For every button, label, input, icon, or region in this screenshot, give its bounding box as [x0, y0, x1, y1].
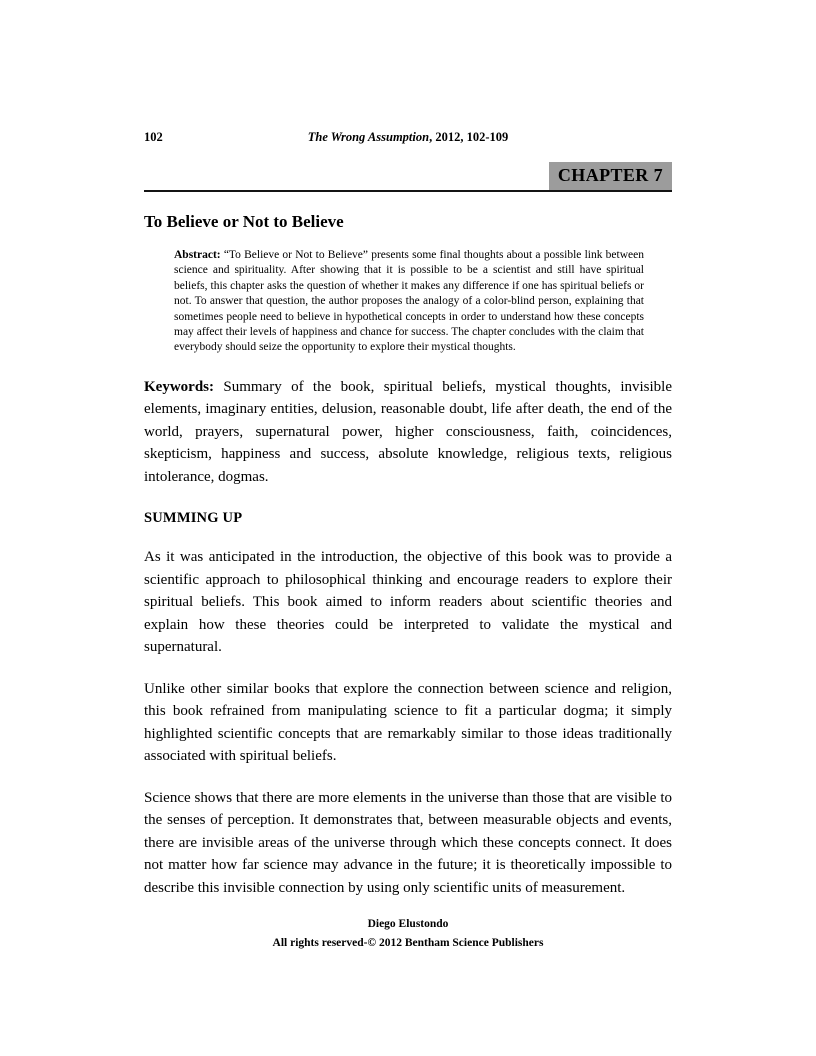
keywords	[144, 376, 672, 489]
paragraph-3: Science shows that there are more elements in the universe than those that are visible to the senses of perception. It demonstrates that, between measurable objects and events, there are invisible areas of the universe through which these concepts connect. It does not matter how far science may advance in the future; it is theoretically impossible to describe this invisible connection by using only scientific units of measurement.	[144, 789, 672, 896]
running-title	[144, 130, 672, 145]
abstract-label: Abstract:	[174, 249, 221, 261]
running-header	[144, 130, 672, 146]
chapter-rule	[144, 162, 672, 192]
chapter-title: To Believe or Not to Believe	[144, 212, 344, 231]
keywords-text: Summary of the book, spiritual beliefs, mystical thoughts, invisible elements, imaginary entities, delusion, reasonable doubt, life after death, the end of the world, prayers, supernatural power, higher consciousness, faith, coincidences, skepticism, happiness and success, absolute knowledge, religious texts, religious intolerance, dogmas.	[144, 378, 672, 485]
paragraph-2: Unlike other similar books that explore the connection between science and religion, this book refrained from manipulating science to fit a particular dogma; it simply highlighted scientific concepts that are remarkably similar to those ideas traditionally associated with spiritual beliefs.	[144, 680, 672, 765]
paragraph-1: As it was anticipated in the introduction, the objective of this book was to provide a scientific approach to philosophical thinking and encourage readers to explore their spiritual beliefs. This book aimed to inform readers about scientific theories and explain how these theories could be interpreted to validate the mystical and supernatural.	[144, 549, 672, 656]
footer-rights: All rights reserved-© 2012 Bentham Science Publishers	[272, 936, 544, 949]
keywords-label: Keywords:	[144, 378, 214, 395]
footer-author: Diego Elustondo	[367, 918, 449, 931]
page-number: 102	[144, 130, 163, 144]
running-title-suffix: , 2012, 102-109	[429, 130, 509, 144]
chapter-badge: CHAPTER 7	[549, 162, 672, 190]
abstract-text: “To Believe or Not to Believe” presents some final thoughts about a possible link between science and spirituality. After showing that it is possible to be a scientist and still have spiritual beliefs, this chapter asks the question of whether it makes any difference if one has spiritual beliefs or not. To answer that question, the author proposes the analogy of a color-blind person, explaining that sometimes people need to believe in hypothetical concepts in order to understand how these concepts may affect their levels of happiness and chance for success. The chapter concludes with the claim that everybody should seize the opportunity to explore their mystical thoughts.	[174, 249, 644, 354]
running-title-book: The Wrong Assumption	[307, 130, 430, 144]
abstract	[174, 248, 644, 356]
page-footer	[144, 915, 672, 952]
section-heading: SUMMING UP	[144, 510, 243, 527]
